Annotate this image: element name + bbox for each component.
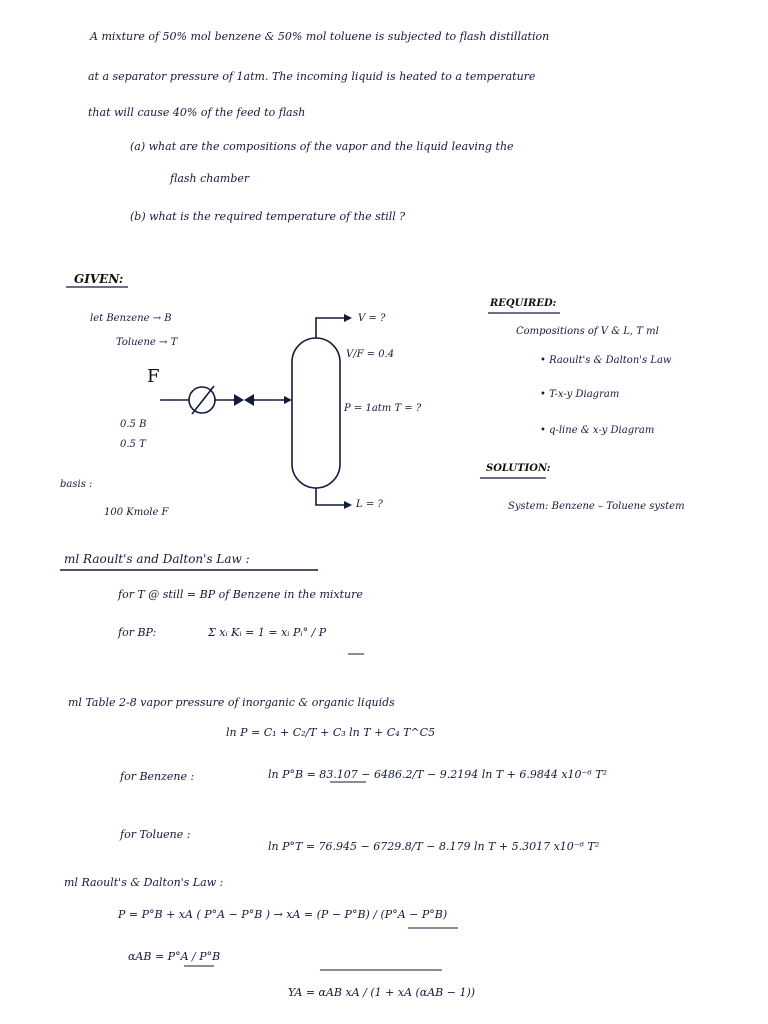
raoult-heading: ml Raoult's and Dalton's Law : (64, 552, 250, 566)
problem-line-1: A mixture of 50% mol benzene & 50% mol toluene is subjected to flash distillation (90, 30, 550, 43)
toluene-equation: ln P°T = 76.945 − 6729.8/T − 8.179 ln T + 5.3017 x10⁻⁶ T² (268, 840, 600, 853)
benzene-label: for Benzene : (120, 770, 195, 783)
alpha-equation: αAB = P°A / P°B (128, 950, 221, 963)
solution-system: System: Benzene – Toluene system (508, 501, 685, 512)
bp-label: for BP: (118, 626, 157, 639)
v-over-f-label: V/F = 0.4 (346, 349, 395, 360)
given-feed-benzene: 0.5 B (120, 419, 147, 430)
given-toluene: Toluene → T (116, 337, 178, 348)
given-feed-toluene: 0.5 T (120, 439, 146, 450)
basis-value: 100 Kmole F (104, 507, 169, 518)
given-feed-label: F (147, 366, 160, 387)
basis-label: basis : (60, 479, 93, 490)
required-title: REQUIRED: (490, 298, 557, 309)
liquid-label: L = ? (356, 499, 383, 510)
toluene-label: for Toluene : (120, 828, 191, 841)
given-title: GIVEN: (74, 272, 124, 286)
required-bullet-3: • q-line & x-y Diagram (540, 425, 655, 436)
ya-equation: YA = αAB xA / (1 + xA (αAB − 1)) (288, 986, 476, 999)
problem-part-a-line-2: flash chamber (170, 172, 250, 185)
pressure-equation: P = P°B + xA ( P°A − P°B ) → xA = (P − P°B) / (P°A − P°B) (118, 908, 448, 921)
required-bullet-2: • T-x-y Diagram (540, 389, 620, 400)
problem-line-3: that will cause 40% of the feed to flash (88, 106, 306, 119)
general-equation: ln P = C₁ + C₂/T + C₃ ln T + C₄ T^C5 (226, 726, 436, 739)
problem-part-b: (b) what is the required temperature of the still ? (130, 210, 406, 223)
solution-title: SOLUTION: (486, 463, 551, 474)
required-line-1: Compositions of V & L, T ml (516, 326, 659, 337)
benzene-equation: ln P°B = 83.107 − 6486.2/T − 9.2194 ln T + 6.9844 x10⁻⁶ T² (268, 768, 608, 781)
t-still-line: for T @ still = BP of Benzene in the mixture (118, 588, 363, 601)
pressure-label: P = 1atm T = ? (344, 403, 422, 414)
valve-icon (234, 394, 244, 406)
given-benzene: let Benzene → B (90, 313, 172, 324)
raoult-heading-2: ml Raoult's & Dalton's Law : (64, 876, 224, 889)
flash-drum (292, 338, 340, 488)
problem-line-2: at a separator pressure of 1atm. The incoming liquid is heated to a temperature (88, 70, 536, 83)
problem-part-a-line-1: (a) what are the compositions of the vapor and the liquid leaving the (130, 140, 514, 153)
bp-equation: Σ xᵢ Kᵢ = 1 = xᵢ Pᵢ° / P (208, 626, 327, 639)
required-bullet-1: • Raoult's & Dalton's Law (540, 355, 672, 366)
table-heading: ml Table 2-8 vapor pressure of inorganic & organic liquids (68, 696, 395, 709)
vapor-label: V = ? (358, 313, 386, 324)
